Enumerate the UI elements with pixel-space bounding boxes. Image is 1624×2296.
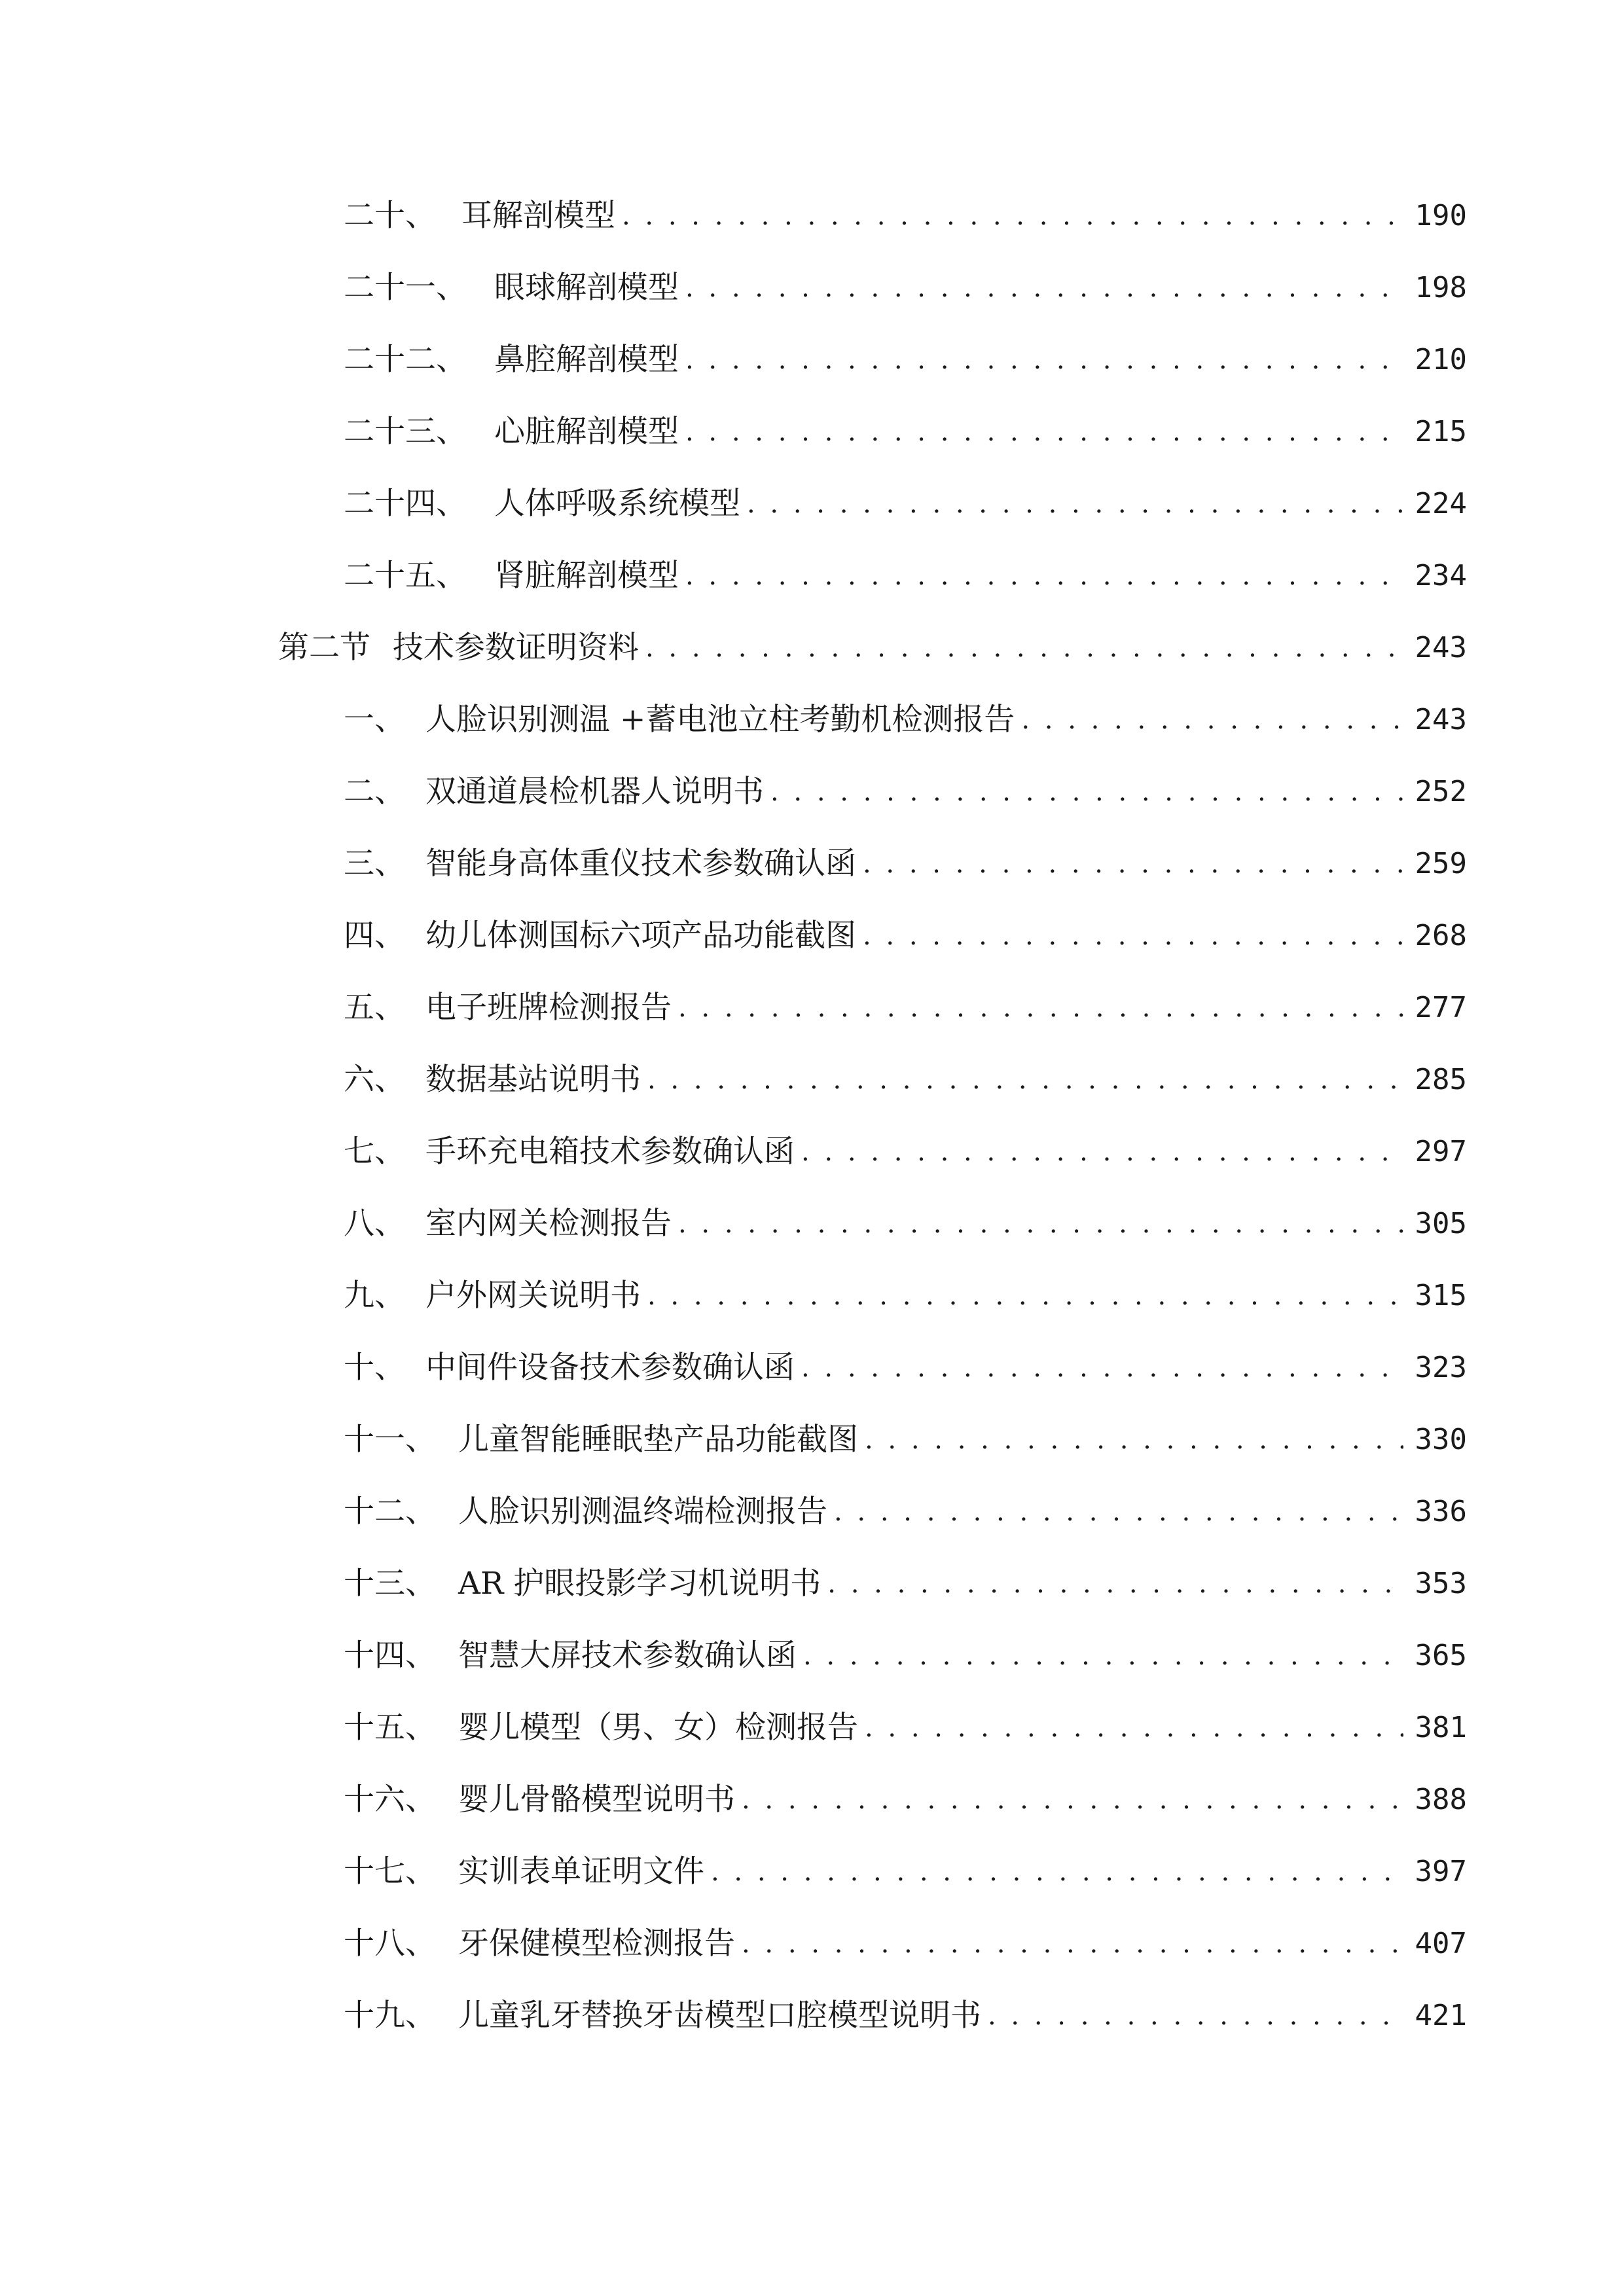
toc-entry-number: 五、 bbox=[344, 990, 405, 1026]
toc-leader-dots bbox=[711, 1846, 1403, 1898]
toc-entry-page: 259 bbox=[1415, 847, 1467, 880]
toc-leader-dots bbox=[770, 766, 1403, 818]
toc-entry-title: 电子班牌检测报告 bbox=[425, 990, 672, 1026]
toc-entry[interactable] bbox=[344, 1198, 1467, 1250]
toc-entry-page: 234 bbox=[1415, 559, 1467, 592]
toc-entry[interactable] bbox=[344, 262, 1467, 314]
toc-entry-page: 353 bbox=[1415, 1567, 1467, 1600]
toc-entry-number: 十七、 bbox=[344, 1854, 436, 1890]
toc-entry-number: 四、 bbox=[344, 918, 405, 954]
toc-leader-dots bbox=[747, 478, 1403, 530]
toc-entry-number: 十六、 bbox=[344, 1782, 436, 1818]
toc-section-page: 243 bbox=[1415, 631, 1467, 664]
toc-entry-title: 心脏解剖模型 bbox=[494, 414, 679, 450]
toc-leader-dots bbox=[801, 1342, 1403, 1394]
toc-entry[interactable] bbox=[344, 1918, 1467, 1970]
toc-entry-page: 365 bbox=[1415, 1639, 1467, 1672]
toc-leader-dots bbox=[647, 1054, 1403, 1106]
toc-leader-dots bbox=[863, 910, 1403, 962]
toc-entry-title: 人体呼吸系统模型 bbox=[494, 486, 740, 522]
toc-entry-page: 215 bbox=[1415, 415, 1467, 448]
toc-leader-dots bbox=[685, 550, 1403, 602]
toc-entry-page: 190 bbox=[1415, 199, 1467, 232]
toc-entry-title: 户外网关说明书 bbox=[425, 1278, 641, 1314]
toc-leader-dots bbox=[678, 1198, 1403, 1250]
toc-entry-title: 智能身高体重仪技术参数确认函 bbox=[425, 846, 856, 882]
toc-leader-dots bbox=[863, 838, 1403, 890]
toc-entry[interactable] bbox=[344, 1054, 1467, 1106]
toc-entry-number: 十八、 bbox=[344, 1926, 436, 1962]
toc-entry[interactable] bbox=[344, 1558, 1467, 1610]
toc-entry-page: 277 bbox=[1415, 991, 1467, 1024]
toc-entry[interactable] bbox=[344, 766, 1467, 818]
toc-entry[interactable] bbox=[344, 982, 1467, 1034]
toc-leader-dots bbox=[742, 1918, 1403, 1970]
toc-entry[interactable] bbox=[344, 838, 1467, 890]
toc-entry-page: 243 bbox=[1415, 703, 1467, 736]
toc-section-number: 第二节 bbox=[278, 630, 370, 666]
toc-entry-title: 智慧大屏技术参数确认函 bbox=[458, 1638, 797, 1674]
toc-entry-title: 耳解剖模型 bbox=[461, 198, 615, 234]
toc-entry[interactable] bbox=[344, 1342, 1467, 1394]
toc-entry[interactable] bbox=[344, 1630, 1467, 1682]
toc-entry-title: 手环充电箱技术参数确认函 bbox=[425, 1134, 795, 1170]
toc-entry-title: 室内网关检测报告 bbox=[425, 1206, 672, 1242]
toc-entry-number: 十九、 bbox=[344, 1998, 436, 2034]
toc-entry-title: 婴儿骨骼模型说明书 bbox=[458, 1782, 735, 1818]
toc-entry-page: 421 bbox=[1415, 1999, 1467, 2032]
toc-entry-title: 中间件设备技术参数确认函 bbox=[425, 1350, 795, 1386]
toc-entry-page: 285 bbox=[1415, 1063, 1467, 1096]
toc-entry-page: 315 bbox=[1415, 1279, 1467, 1312]
toc-entry-page: 198 bbox=[1415, 271, 1467, 304]
toc-entry-page: 297 bbox=[1415, 1135, 1467, 1168]
toc-leader-dots bbox=[685, 334, 1403, 386]
toc-entry[interactable] bbox=[344, 406, 1467, 458]
toc-entry-title: 实训表单证明文件 bbox=[458, 1854, 704, 1890]
toc-entry[interactable] bbox=[344, 1846, 1467, 1898]
toc-entry[interactable] bbox=[344, 1414, 1467, 1466]
toc-leader-dots bbox=[647, 1270, 1403, 1322]
toc-entry-number: 二、 bbox=[344, 774, 405, 810]
toc-entry-page: 388 bbox=[1415, 1783, 1467, 1816]
toc-entry-page: 336 bbox=[1415, 1495, 1467, 1528]
toc-entry-number: 十一、 bbox=[344, 1422, 436, 1458]
toc-leader-dots bbox=[622, 190, 1403, 242]
toc-entry[interactable] bbox=[344, 1702, 1467, 1754]
toc-leader-dots bbox=[678, 982, 1403, 1034]
toc-leader-dots bbox=[834, 1486, 1403, 1538]
toc-entry-page: 397 bbox=[1415, 1855, 1467, 1888]
toc-section-title: 技术参数证明资料 bbox=[393, 630, 639, 666]
toc-leader-dots bbox=[645, 622, 1403, 674]
toc-entry-number: 二十二、 bbox=[344, 342, 467, 378]
toc-entry-number: 三、 bbox=[344, 846, 405, 882]
toc-entry-title: 儿童乳牙替换牙齿模型口腔模型说明书 bbox=[458, 1998, 981, 2034]
toc-leader-dots bbox=[685, 262, 1403, 314]
toc-entry[interactable] bbox=[344, 550, 1467, 602]
toc-entry-title: 肾脏解剖模型 bbox=[494, 558, 679, 594]
toc-entry-page: 323 bbox=[1415, 1351, 1467, 1384]
toc-leader-dots bbox=[801, 1126, 1403, 1178]
toc-entry-number: 二十、 bbox=[344, 198, 436, 234]
toc-leader-dots bbox=[988, 1990, 1403, 2042]
toc-entry-page: 381 bbox=[1415, 1711, 1467, 1744]
toc-leader-dots bbox=[742, 1774, 1403, 1826]
toc-entry-page: 224 bbox=[1415, 487, 1467, 520]
toc-entry-number: 八、 bbox=[344, 1206, 405, 1242]
toc-entry-title: 鼻腔解剖模型 bbox=[494, 342, 679, 378]
toc-entry-page: 210 bbox=[1415, 343, 1467, 376]
toc-entry[interactable] bbox=[344, 694, 1467, 746]
toc-entry-page: 305 bbox=[1415, 1207, 1467, 1240]
toc-entry[interactable] bbox=[344, 478, 1467, 530]
toc-entry-number: 十四、 bbox=[344, 1638, 436, 1674]
toc-entry-page: 330 bbox=[1415, 1423, 1467, 1456]
toc-leader-dots bbox=[803, 1630, 1403, 1682]
toc-entry-title: 双通道晨检机器人说明书 bbox=[425, 774, 764, 810]
toc-leader-dots bbox=[865, 1414, 1403, 1466]
toc-entry-number: 二十五、 bbox=[344, 558, 467, 594]
toc-entry-number: 二十三、 bbox=[344, 414, 467, 450]
toc-entry[interactable] bbox=[344, 334, 1467, 386]
toc-entry-title: AR 护眼投影学习机说明书 bbox=[458, 1566, 821, 1602]
toc-section-heading[interactable] bbox=[278, 622, 1467, 674]
toc-entry-number: 一、 bbox=[344, 702, 405, 738]
toc-entry[interactable] bbox=[344, 1270, 1467, 1322]
toc-entry[interactable] bbox=[344, 1774, 1467, 1826]
toc-entry[interactable] bbox=[344, 910, 1467, 962]
toc-leader-dots bbox=[827, 1558, 1403, 1610]
toc-entry[interactable] bbox=[344, 1126, 1467, 1178]
toc-entry[interactable] bbox=[344, 190, 1467, 242]
toc-entry-number: 十二、 bbox=[344, 1494, 436, 1530]
toc-entry-number: 十五、 bbox=[344, 1710, 436, 1746]
toc-entry-title: 数据基站说明书 bbox=[425, 1062, 641, 1098]
toc-entry-title: 婴儿模型（男、女）检测报告 bbox=[458, 1710, 858, 1746]
toc-entry-number: 六、 bbox=[344, 1062, 405, 1098]
toc-entry-title: 儿童智能睡眠垫产品功能截图 bbox=[458, 1422, 858, 1458]
toc-entry-title: 幼儿体测国标六项产品功能截图 bbox=[425, 918, 856, 954]
toc-leader-dots bbox=[685, 406, 1403, 458]
toc-entry-page: 407 bbox=[1415, 1927, 1467, 1960]
toc-entry-number: 十三、 bbox=[344, 1566, 436, 1602]
toc-leader-dots bbox=[1021, 694, 1403, 746]
toc-entry-number: 十、 bbox=[344, 1350, 405, 1386]
toc-entry-page: 268 bbox=[1415, 919, 1467, 952]
toc-entry-title: 眼球解剖模型 bbox=[494, 270, 679, 306]
toc-entry[interactable] bbox=[344, 1990, 1467, 2042]
toc-entry-number: 二十一、 bbox=[344, 270, 467, 306]
toc-entry-number: 九、 bbox=[344, 1278, 405, 1314]
toc-entry-title: 人脸识别测温 +蓄电池立柱考勤机检测报告 bbox=[425, 702, 1015, 738]
toc-leader-dots bbox=[865, 1702, 1403, 1754]
toc-entry-title: 人脸识别测温终端检测报告 bbox=[458, 1494, 827, 1530]
toc-entry-number: 七、 bbox=[344, 1134, 405, 1170]
toc-entry-number: 二十四、 bbox=[344, 486, 467, 522]
toc-entry[interactable] bbox=[344, 1486, 1467, 1538]
toc-entry-page: 252 bbox=[1415, 775, 1467, 808]
toc-entry-title: 牙保健模型检测报告 bbox=[458, 1926, 735, 1962]
